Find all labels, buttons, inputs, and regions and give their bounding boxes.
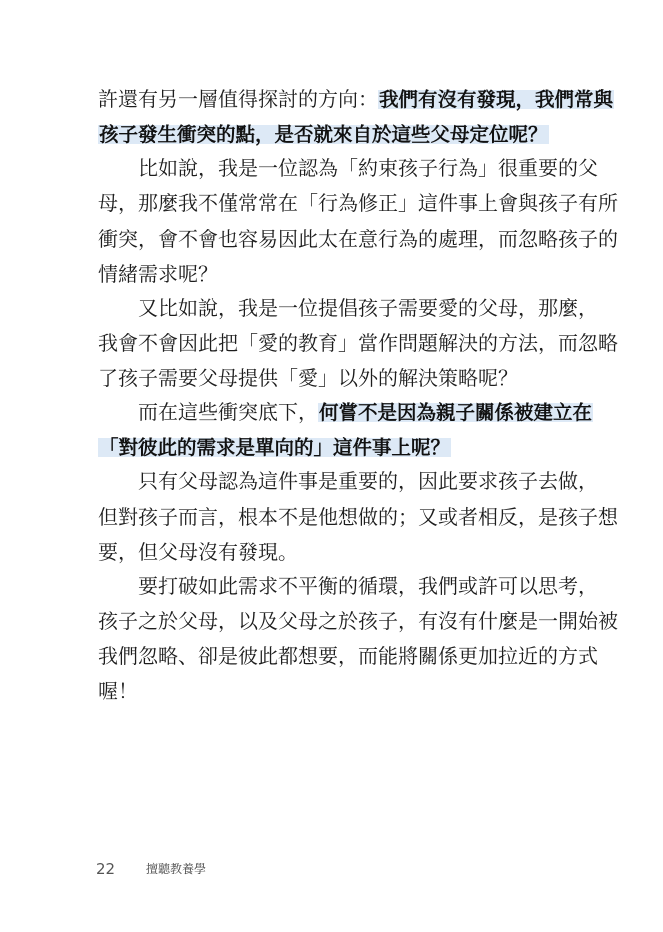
highlighted-text: 我們有沒有發現，我們常與 (379, 88, 614, 111)
text-line (98, 151, 598, 185)
text-line (98, 82, 614, 116)
page-number: 22 (96, 860, 116, 878)
text-segment: 孩子之於父母，以及父母之於孩子，有沒有什麼是一開始被 (98, 608, 618, 633)
paragraph (98, 569, 618, 709)
text-segment: 而在這些衝突底下， (138, 400, 318, 425)
paragraph (98, 395, 593, 464)
text-segment: 只有父母認為這件事是重要的，因此要求孩子去做， (138, 469, 598, 494)
text-segment: 又比如說，我是一位提倡孩子需要愛的父母，那麼， (138, 295, 598, 320)
text-line (98, 395, 593, 429)
text-line (98, 117, 560, 151)
text-segment: 我們忽略、卻是彼此都想要，而能將關係更加拉近的方式 (98, 644, 598, 669)
paragraph (98, 291, 618, 395)
paragraph (98, 82, 614, 151)
highlighted-text: 何嘗不是因為親子關係被建立在 (319, 401, 593, 425)
text-line (98, 326, 618, 360)
text-line (98, 674, 560, 708)
text-segment: 要，但父母沒有發現。 (98, 539, 298, 564)
paragraph (98, 464, 618, 568)
text-segment: 我會不會因此把「愛的教育」當作問題解決的方法，而忽略 (98, 330, 618, 355)
text-line (98, 186, 618, 220)
text-segment: 衝突，會不會也容易因此太在意行為的處理，而忽略孩子的 (98, 226, 618, 251)
text-segment: 比如說，我是一位認為「約束孩子行為」很重要的父 (138, 156, 598, 181)
body-text (98, 82, 618, 708)
text-line (98, 430, 560, 464)
text-segment: 但對孩子而言，根本不是他想做的；又或者相反，是孩子想 (98, 504, 618, 529)
text-segment: 喔！ (98, 679, 138, 704)
text-segment: 母，那麼我不僅常常在「行為修正」這件事上會與孩子有所 (98, 191, 618, 216)
text-line (98, 291, 598, 325)
text-line (98, 361, 560, 395)
text-line (98, 535, 560, 569)
text-segment: 情緒需求呢？ (98, 261, 218, 286)
highlighted-text: 孩子發生衝突的點，是否就來自於這些父母定位呢？ (99, 123, 548, 147)
highlighted-text: 「對彼此的需求是單向的」這件事上呢？ (99, 436, 451, 460)
paragraph (98, 151, 618, 291)
text-segment: 了孩子需要父母提供「愛」以外的解決策略呢？ (98, 366, 518, 391)
text-line (98, 639, 598, 673)
text-line (98, 222, 618, 256)
text-segment: 許還有另一層值得探討的方向： (98, 87, 378, 111)
text-line (98, 569, 598, 603)
text-line (98, 500, 618, 534)
text-line (98, 257, 560, 291)
text-line (98, 604, 618, 638)
running-title: 擅聽教養學 (146, 862, 207, 876)
text-segment: 要打破如此需求不平衡的循環，我們或許可以思考， (138, 573, 598, 598)
text-line (98, 464, 598, 498)
